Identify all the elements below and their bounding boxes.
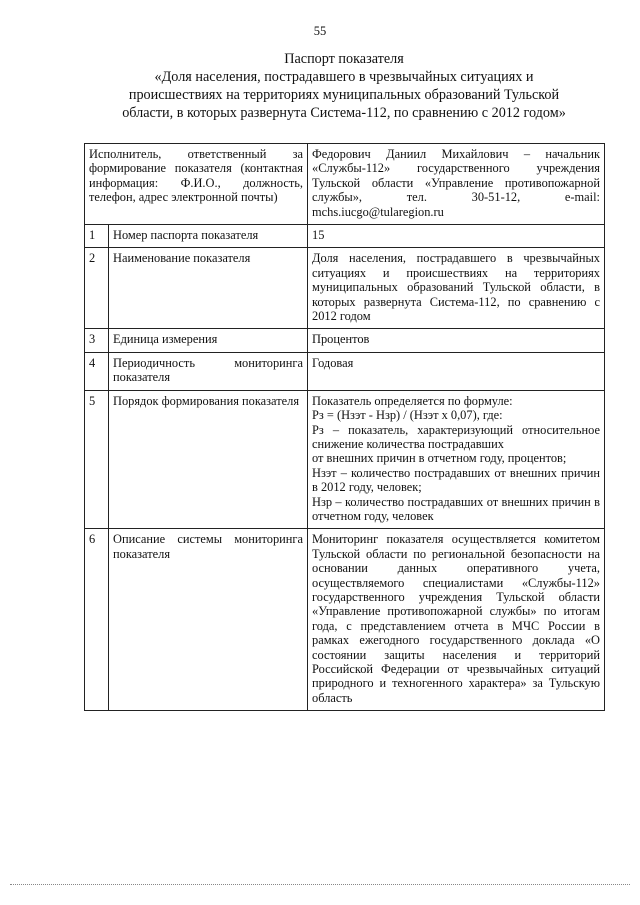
row-number: 1 xyxy=(85,225,109,248)
row-label: Единица измерения xyxy=(109,329,308,352)
row-value xyxy=(308,225,605,248)
title-line-2: «Доля населения, пострадавшего в чрезвычайных ситуациях и xyxy=(154,69,534,85)
row-value-line: Годовая xyxy=(312,355,354,370)
row-number: 4 xyxy=(85,352,109,390)
row-value-line: Мониторинг показателя осуществляется комитетом Тульской области по региональной безопасности на основании данных оперативного учета, осуществляемого специалистами «Службы-112» государственного учреждения Тульской области «Управление противопожарной службы» по итогам года, с представлением отчета в МЧС России в рамках ежегодного государственного доклада «О состоянии защиты населения и территорий Российской Федерации от чрезвычайных ситуаций природного и техногенного характера» за Тульскую область xyxy=(312,532,600,705)
table-row xyxy=(85,329,605,352)
table-row xyxy=(85,390,605,529)
row-label: Периодичность мониторинга показателя xyxy=(109,352,308,390)
row-number: 2 xyxy=(85,248,109,329)
title-line-1: Паспорт показателя xyxy=(284,51,404,67)
row-value-line: от внешних причин в отчетном году, процентов; xyxy=(312,451,567,466)
row-number: 3 xyxy=(85,329,109,352)
row-label: Порядок формирования показателя xyxy=(109,390,308,529)
row-label: Наименование показателя xyxy=(109,248,308,329)
table-row xyxy=(85,352,605,390)
row-label: Номер паспорта показателя xyxy=(109,225,308,248)
row-value-line: Показатель определяется по формуле: xyxy=(312,393,513,408)
row-value-line: Рз = (Нзэт - Нзр) / (Нзэт х 0,07), где: xyxy=(312,408,503,423)
row-value xyxy=(308,390,605,529)
row-value-line: Нзэт – количество пострадавших от внешних причин в 2012 году, человек; xyxy=(312,465,600,495)
row-value-line: Доля населения, пострадавшего в чрезвычайных ситуациях и происшествиях на территориях муниципальных образований Тульской области, в которых развернута Система-112, по сравнению с 2012 годом xyxy=(312,251,600,324)
row-value-line: 15 xyxy=(312,228,325,243)
table-row xyxy=(85,248,605,329)
row-number: 6 xyxy=(85,529,109,711)
passport-title xyxy=(84,50,604,122)
executor-value: Федорович Даниил Михайлович – начальник «Службы-112» государственного учреждения Тульской области «Управление противопожарной службы», тел. 30-51-12, e-mail: mchs.iucgo@tularegion.ru xyxy=(308,144,605,225)
row-value xyxy=(308,352,605,390)
row-value-line: Рз – показатель, характеризующий относительное снижение количества пострадавших xyxy=(312,422,600,451)
row-value xyxy=(308,248,605,329)
table-row xyxy=(85,529,605,711)
table-row xyxy=(85,225,605,248)
executor-label: Исполнитель, ответственный за формирование показателя (контактная информация: Ф.И.О., должность, телефон, адрес электронной почты) xyxy=(85,144,308,225)
row-number: 5 xyxy=(85,390,109,529)
row-value-line: Процентов xyxy=(312,332,370,347)
title-line-3: происшествиях на территориях муниципальных образований Тульской xyxy=(128,87,560,103)
table-row-executor xyxy=(85,144,605,225)
row-value-line: Нзр – количество пострадавших от внешних причин в отчетном году, человек xyxy=(312,494,600,523)
page-number: 55 xyxy=(313,24,327,38)
scan-edge-line xyxy=(10,884,630,885)
row-value xyxy=(308,329,605,352)
row-label: Описание системы мониторинга показателя xyxy=(109,529,308,711)
title-line-4: области, в которых развернута Система-112, по сравнению с 2012 годом» xyxy=(122,105,566,121)
passport-table xyxy=(84,143,605,711)
row-value xyxy=(308,529,605,711)
